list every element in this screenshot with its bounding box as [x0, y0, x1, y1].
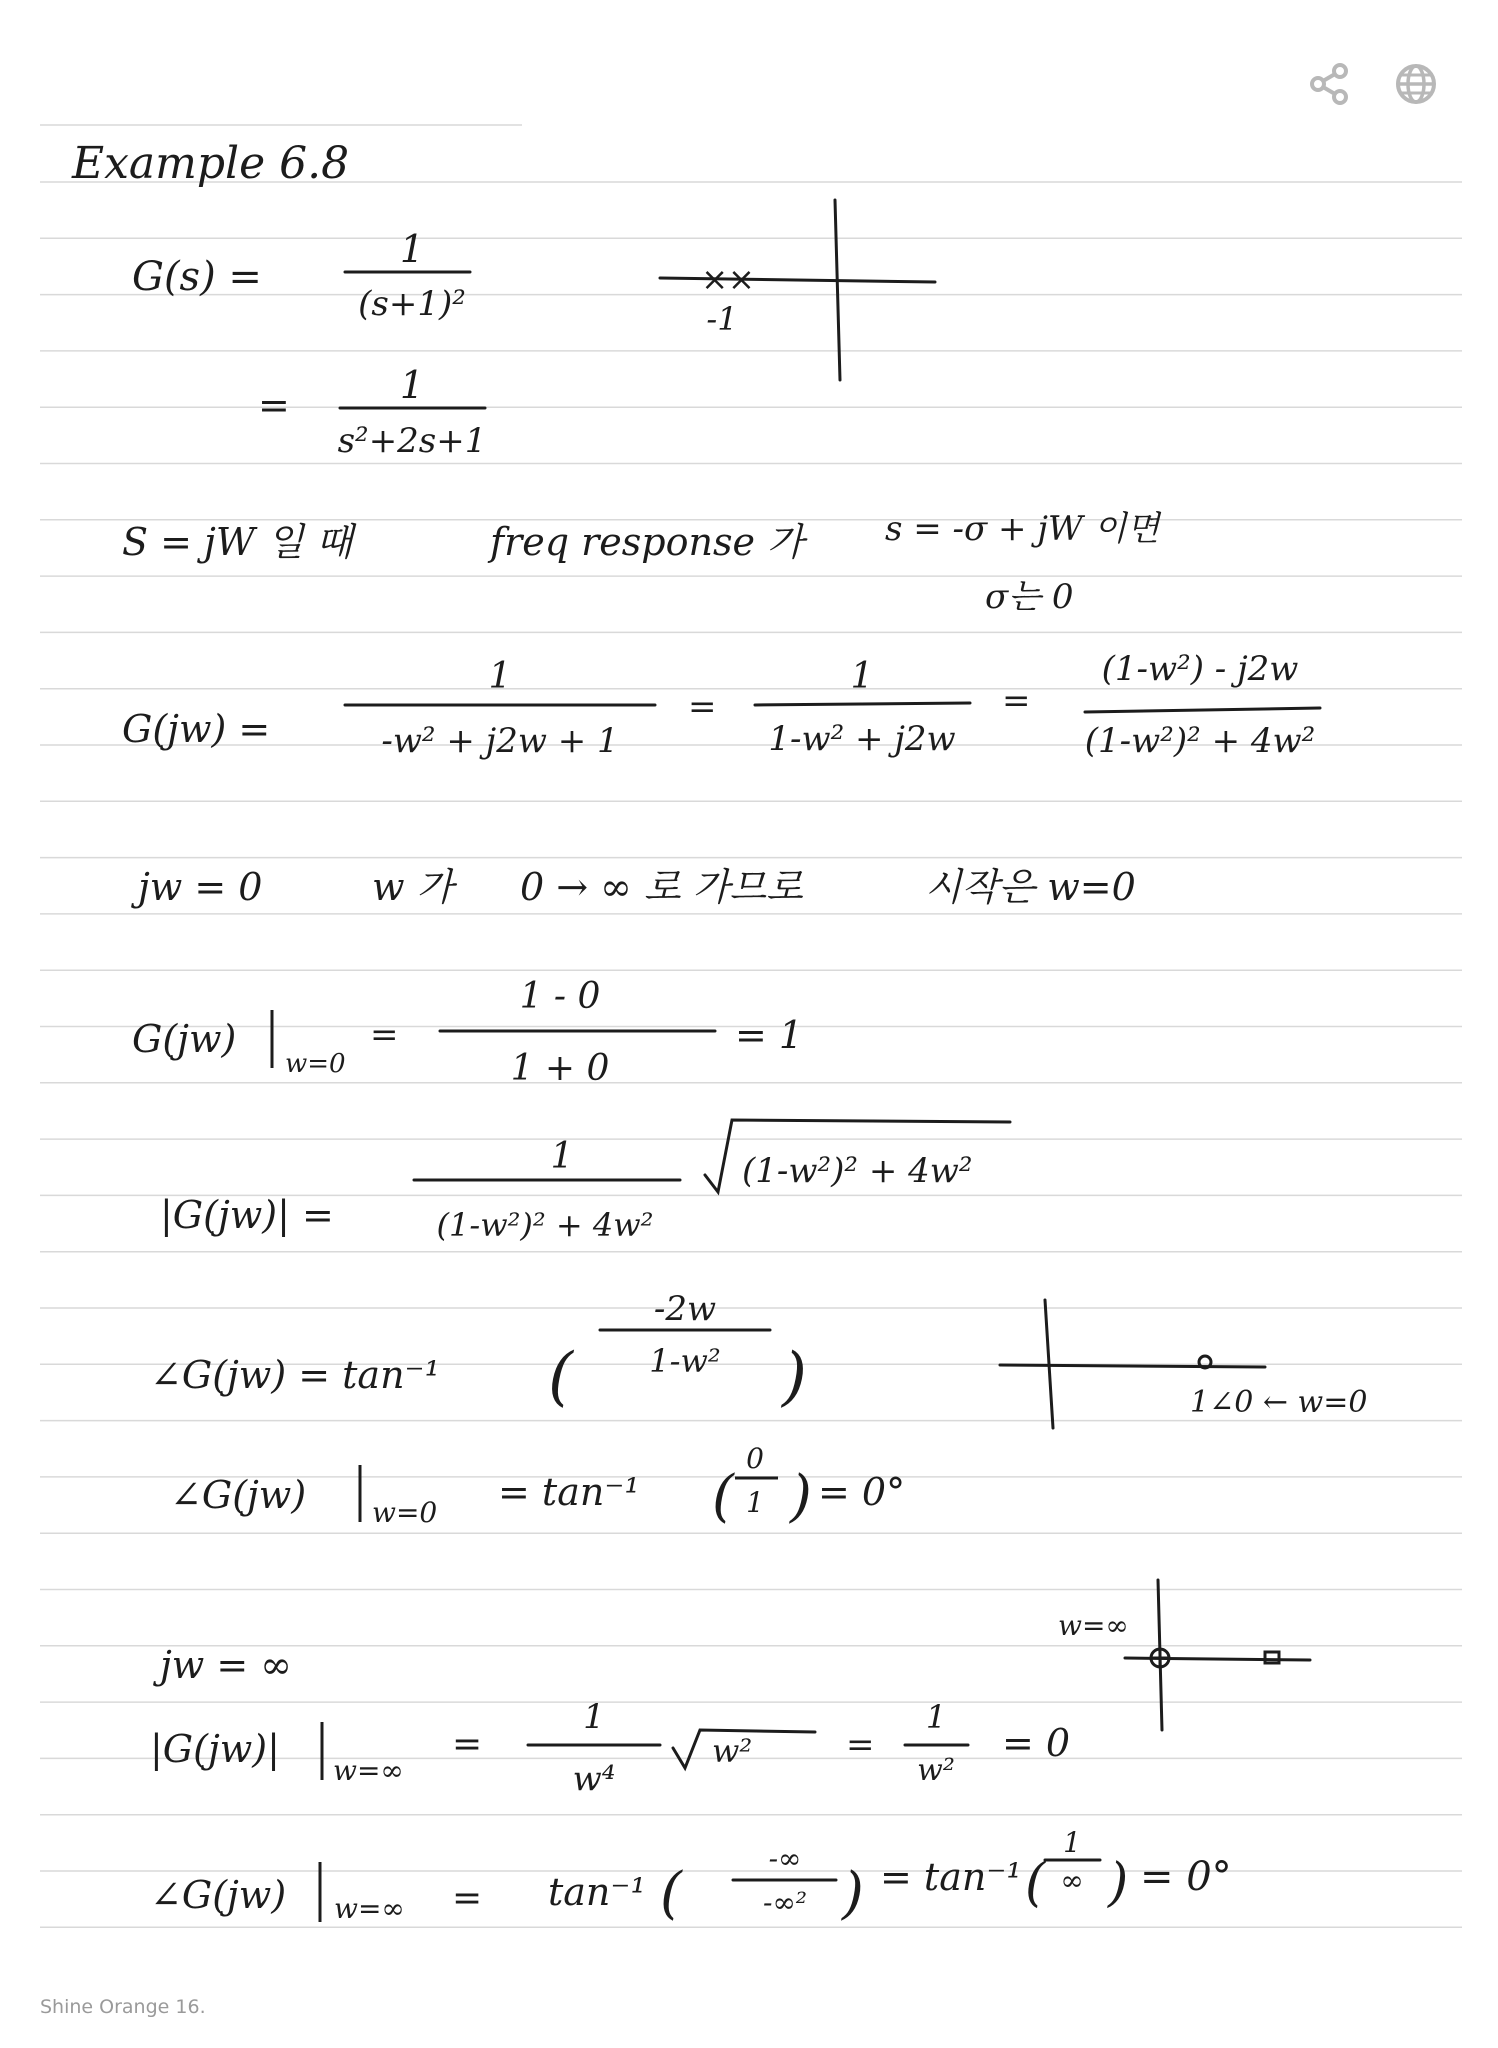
- notebook-footer: Shine Orange 16.: [40, 1996, 206, 2018]
- language-button[interactable]: [1390, 58, 1442, 110]
- share-button[interactable]: [1304, 58, 1356, 110]
- angi-lhs: ∠G(jw): [150, 1873, 287, 1917]
- g0-num: 1 - 0: [519, 976, 601, 1017]
- gjw-d1: -w² + j2w + 1: [381, 721, 619, 761]
- eq-g-num: 1: [399, 227, 425, 271]
- eq-g-lhs: G(s) =: [132, 254, 262, 300]
- toolbar: [1304, 58, 1442, 110]
- angi-den2: ∞: [1060, 1864, 1084, 1897]
- mag-den: (1-w²)² + 4w²: [436, 1206, 654, 1244]
- line-freq-d: σ는 0: [985, 577, 1074, 617]
- line-w0-a: jw = 0: [138, 865, 263, 909]
- pole-label: -1: [706, 300, 738, 338]
- eq-g-den2: s²+2s+1: [337, 421, 487, 461]
- g0-lhs: G(jw): [132, 1017, 237, 1061]
- g0-sub: w=0: [285, 1049, 346, 1079]
- gjw-n1: 1: [488, 656, 512, 697]
- angi-paren-r: ): [842, 1861, 864, 1926]
- angi-num2: 1: [1063, 1826, 1081, 1859]
- ang-den: 1-w²: [649, 1342, 721, 1380]
- magi-res: = 0: [1002, 1721, 1071, 1765]
- mag-num: 1: [550, 1136, 574, 1177]
- gjw-eq1: =: [688, 687, 717, 727]
- line-freq-c: s = -σ + jW 이면: [885, 509, 1160, 549]
- g0-eq: =: [370, 1015, 399, 1055]
- angi-paren-l: (: [660, 1861, 682, 1926]
- mag-lhs: |G(jw)| =: [160, 1193, 334, 1237]
- ang-lhs: ∠G(jw) = tan⁻¹: [150, 1353, 440, 1397]
- magi-lhs: |G(jw)|: [150, 1727, 280, 1771]
- gjw-d2: 1-w² + j2w: [768, 719, 956, 759]
- note-title: Example 6.8: [72, 138, 350, 189]
- magi-sqrt: w²: [712, 1732, 753, 1770]
- angi-paren-r2: ): [1108, 1853, 1129, 1913]
- ang0-rhs: = tan⁻¹: [498, 1470, 640, 1514]
- ang0-sub: w=0: [372, 1496, 438, 1529]
- ang0-den: 1: [746, 1486, 764, 1519]
- pole-marks: ××: [701, 260, 755, 298]
- angi-den: -∞²: [762, 1886, 808, 1919]
- angi-paren-l2: (: [1025, 1853, 1046, 1913]
- ang-paren-r: ): [782, 1340, 807, 1414]
- line-w0-d: 시작은 w=0: [925, 865, 1136, 909]
- magi-sub: w=∞: [333, 1754, 404, 1787]
- line-w0-b: w 가: [372, 865, 454, 909]
- gjw-n3: (1-w²) - j2w: [1101, 649, 1299, 689]
- gjw-eq2: =: [1002, 681, 1031, 721]
- magi-num: 1: [583, 1697, 605, 1737]
- ang-num: -2w: [653, 1289, 717, 1329]
- ang0-paren-l: (: [712, 1464, 734, 1529]
- magi-eq: =: [452, 1724, 483, 1765]
- angi-eq2: = tan⁻¹: [880, 1855, 1022, 1899]
- magi-num2: 1: [925, 1698, 947, 1736]
- magi-den: w⁴: [572, 1759, 616, 1799]
- mag-sqrt: (1-w²)² + 4w²: [742, 1151, 973, 1191]
- line-freq-b: freq response 가: [490, 520, 804, 564]
- gjw-lhs: G(jw) =: [122, 707, 271, 751]
- magi-eq2: =: [846, 1725, 875, 1765]
- angi-sub: w=∞: [334, 1892, 405, 1925]
- share-icon: [1308, 62, 1352, 106]
- gjw-d3: (1-w²)² + 4w²: [1084, 721, 1316, 761]
- ang0-lhs: ∠G(jw): [170, 1473, 307, 1517]
- line-winf: jw = ∞: [160, 1643, 292, 1687]
- ang0-res: = 0°: [818, 1470, 906, 1514]
- angi-res: = 0°: [1140, 1854, 1232, 1900]
- ang0-num: 0: [746, 1442, 764, 1475]
- ang-point: 1∠0 ← w=0: [1190, 1385, 1368, 1420]
- globe-icon: [1394, 62, 1438, 106]
- eq-g-den: (s+1)²: [358, 284, 466, 324]
- magi-den2: w²: [917, 1753, 955, 1788]
- angi-tan: tan⁻¹: [548, 1870, 646, 1914]
- winf-label: w=∞: [1058, 1609, 1129, 1642]
- ruled-lines: [40, 125, 1462, 1927]
- eq-g-eq: =: [258, 383, 290, 427]
- ang-paren-l: (: [548, 1340, 573, 1414]
- ang0-paren-r: ): [790, 1464, 812, 1529]
- angi-num: -∞: [768, 1842, 802, 1875]
- g0-res: = 1: [735, 1013, 804, 1057]
- gjw-n2: 1: [850, 656, 874, 697]
- line-w0-c: 0 → ∞ 로 가므로: [520, 865, 803, 909]
- g0-den: 1 + 0: [510, 1048, 610, 1089]
- angi-eq: =: [452, 1878, 483, 1919]
- line-freq-a: S = jW 일 때: [122, 520, 353, 564]
- eq-g-num2: 1: [399, 363, 425, 407]
